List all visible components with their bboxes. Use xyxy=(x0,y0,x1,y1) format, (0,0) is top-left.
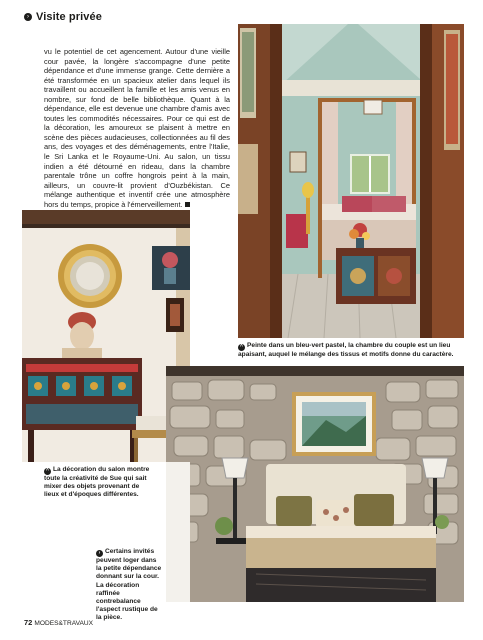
salon-illustration xyxy=(22,210,190,462)
guest-room-caption xyxy=(96,548,162,623)
chevron-right-icon: › xyxy=(96,550,103,557)
bedroom-illustration xyxy=(238,24,464,338)
end-mark-icon xyxy=(185,202,190,207)
bedroom-caption-text: Peinte dans un bleu-vert pastel, la chambre du couple est un lieu apaisant, auquel le mélange des tissus et motifs donne du caractère. xyxy=(238,342,454,358)
guest-room-illustration xyxy=(166,366,464,602)
guest-room-photo xyxy=(166,366,464,602)
article-paragraph: vu le potentiel de cet agencement. Autour d'une vieille cour pavée, la longère s'accompagne d'une petite dépendance et d'une immense grange. Cette dernière a été transformée en un spacieux atelier dans lequel ils travaillent ou accueillent la famille et les amis venus en nombre, sur fond de belle bibliothèque. Quant à la dépendance, elle est devenue une chambre d'amis avec toutes les commodités nécessaires. Pour ce qui est de la décoration, les amoureux se plaisent à mettre en scène des pièces audacieuses, collectionnées au fil des ans, des voyages et des déménagements, entre l'Italie, le Sri Lanka et le Royaume-Uni. Au salon, un tissu indien a été détourné en rideau, dans la chambre parentale trône un coffre hongrois peint à la main, ailleurs, un couvre-lit provient d'Ouzbékistan. Ce mélange authentique et inventif crée une atmosphère hors du temps, propice à l'émerveillement. xyxy=(44,47,230,209)
chevron-right-icon: › xyxy=(24,13,32,21)
salon-caption-text: La décoration du salon montre toute la créativité de Sue qui sait mixer des objets provenant de lieux et d'époques différentes. xyxy=(44,466,150,499)
salon-caption xyxy=(44,466,154,500)
guest-room-caption-text: Certains invités peuvent loger dans la petite dépendance donnant sur la cour. La décoration raffinée contrebalance l'aspect rustique de la pièce. xyxy=(96,548,162,622)
bedroom-caption xyxy=(238,342,464,359)
chevron-up-icon: ^ xyxy=(238,344,245,351)
section-header xyxy=(24,10,102,24)
page-footer xyxy=(24,618,93,627)
article-body xyxy=(44,47,230,209)
bedroom-photo xyxy=(238,24,464,338)
section-title: Visite privée xyxy=(36,11,102,23)
page-number: 72 xyxy=(24,618,33,627)
magazine-name: MODES&TRAVAUX xyxy=(34,620,94,627)
salon-photo xyxy=(22,210,190,462)
chevron-up-icon: ^ xyxy=(44,468,51,475)
